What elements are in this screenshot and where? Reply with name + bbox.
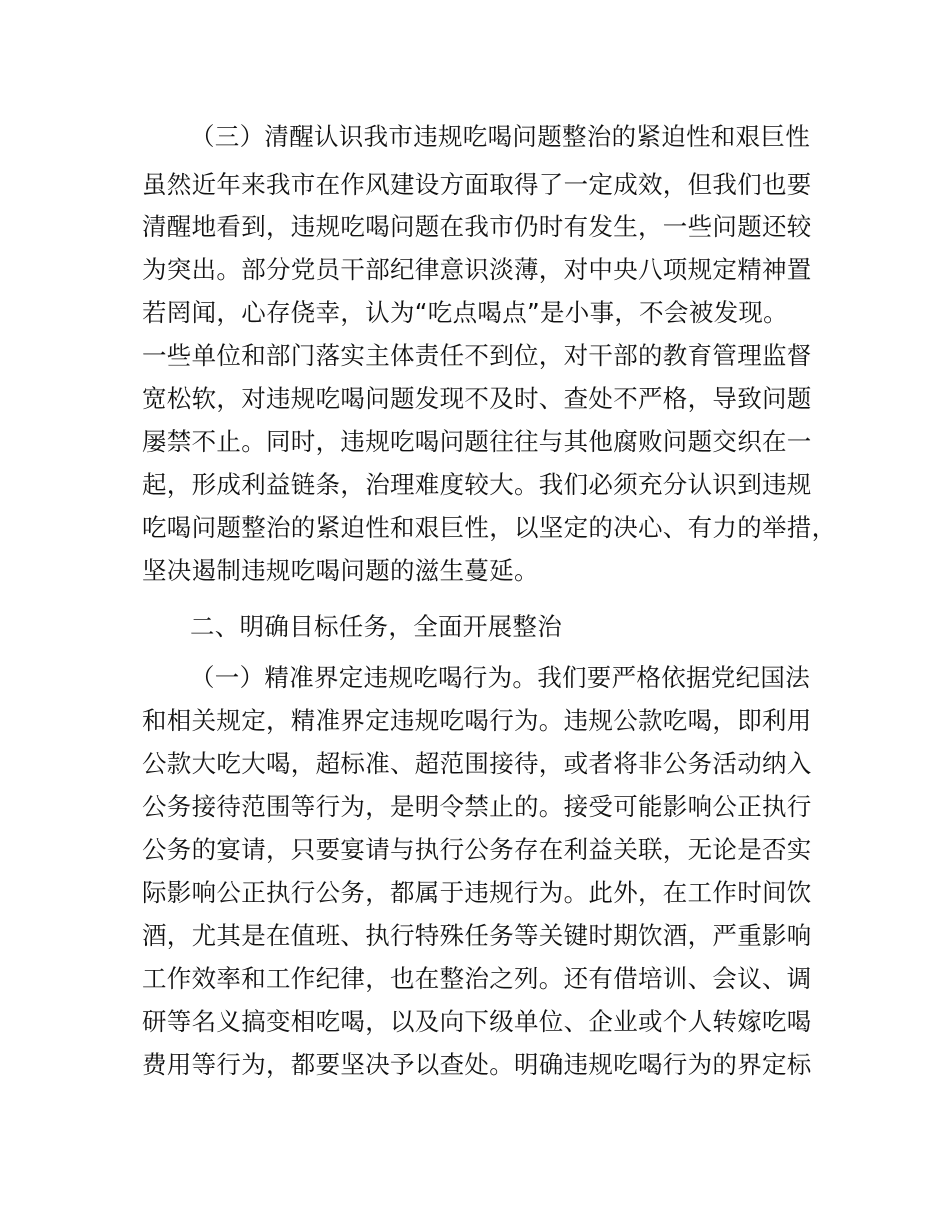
- paragraph-line: 清醒地看到，违规吃喝问题在我市仍时有发生，一些问题还较: [142, 212, 812, 241]
- paragraph-line: 研等名义搞变相吃喝，以及向下级单位、企业或个人转嫁吃喝: [142, 1007, 812, 1036]
- paragraph-line: 起，形成利益链条，治理难度较大。我们必须充分认识到违规: [142, 470, 812, 499]
- paragraph-line: 工作效率和工作纪律，也在整治之列。还有借培训、会议、调: [142, 964, 812, 993]
- paragraph-line: 公务的宴请，只要宴请与执行公务存在利益关联，无论是否实: [142, 835, 812, 864]
- paragraph-line: （一）精准界定违规吃喝行为。我们要严格依据党纪国法: [190, 663, 810, 692]
- paragraph-line: 公款大吃大喝，超标准、超范围接待，或者将非公务活动纳入: [142, 749, 812, 778]
- paragraph-line: 坚决遏制违规吃喝问题的滋生蔓延。: [142, 556, 539, 585]
- section-heading: 二、明确目标任务，全面开展整治: [190, 612, 562, 641]
- section-heading: （三）清醒认识我市违规吃喝问题整治的紧迫性和艰巨性: [190, 122, 810, 151]
- paragraph-line: 费用等行为，都要坚决予以查处。明确违规吃喝行为的界定标: [142, 1050, 812, 1079]
- paragraph-line: 宽松软，对违规吃喝问题发现不及时、查处不严格，导致问题: [142, 384, 812, 413]
- paragraph-line: 为突出。部分党员干部纪律意识淡薄，对中央八项规定精神置: [142, 255, 812, 284]
- paragraph-line: 一些单位和部门落实主体责任不到位，对干部的教育管理监督: [142, 341, 812, 370]
- paragraph-line: 虽然近年来我市在作风建设方面取得了一定成效，但我们也要: [142, 170, 812, 199]
- paragraph-line: 和相关规定，精准界定违规吃喝行为。违规公款吃喝，即利用: [142, 706, 812, 735]
- paragraph-line: 屡禁不止。同时，违规吃喝问题往往与其他腐败问题交织在一: [142, 427, 812, 456]
- paragraph-line: 酒，尤其是在值班、执行特殊任务等关键时期饮酒，严重影响: [142, 921, 812, 950]
- paragraph-line: 公务接待范围等行为，是明令禁止的。接受可能影响公正执行: [142, 792, 812, 821]
- paragraph-line: 际影响公正执行公务，都属于违规行为。此外，在工作时间饮: [142, 878, 812, 907]
- paragraph-line: 若罔闻，心存侥幸，认为“吃点喝点”是小事，不会被发现。: [142, 298, 788, 327]
- paragraph-line: 吃喝问题整治的紧迫性和艰巨性，以坚定的决心、有力的举措，: [142, 513, 837, 542]
